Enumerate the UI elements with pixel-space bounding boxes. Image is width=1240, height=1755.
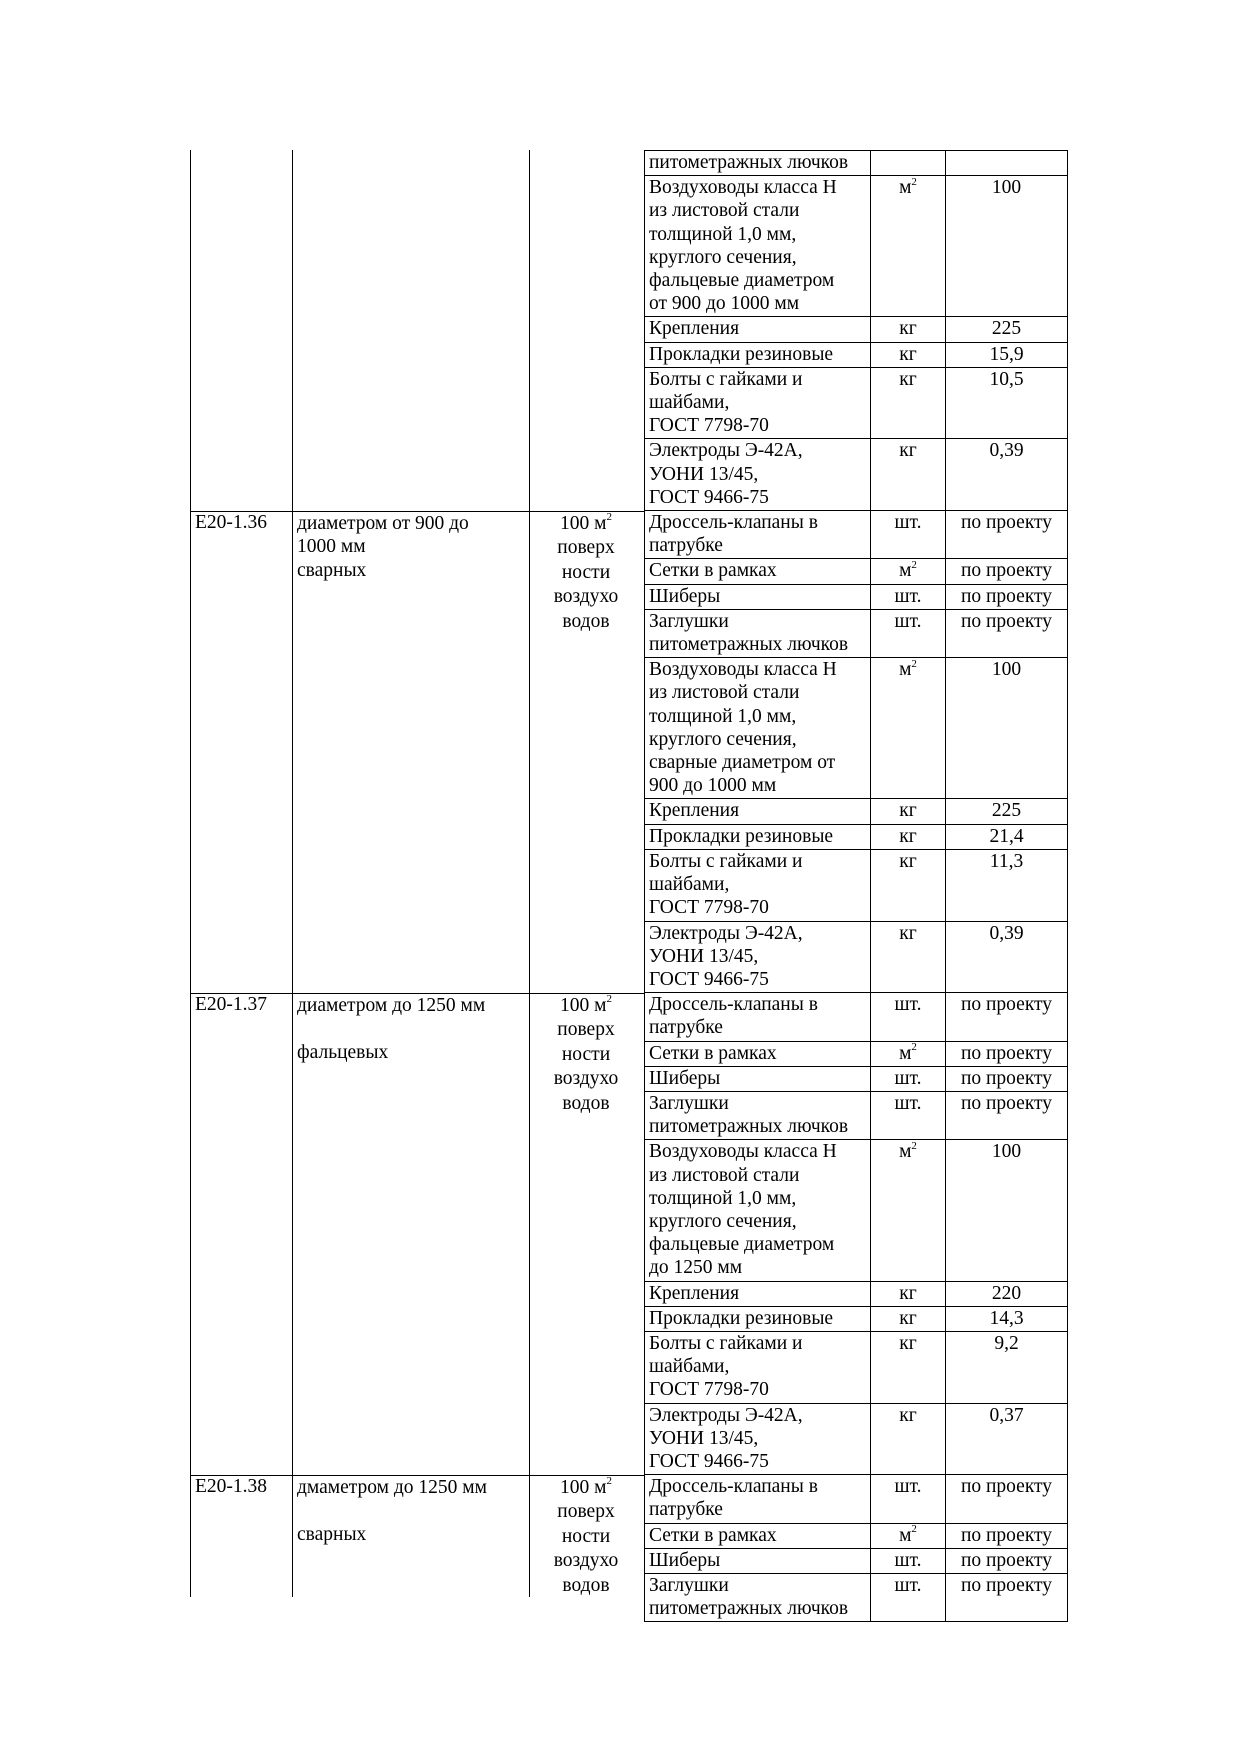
table-row [645, 317, 1068, 342]
resource-unit: кг [871, 921, 946, 993]
resource-quantity: 100 [946, 658, 1068, 799]
resource-unit: шт. [871, 993, 946, 1041]
resource-unit: $м^2$ [871, 559, 946, 584]
column-divider-name [529, 150, 530, 1597]
resource-name: Воздуховоды класса Н из листовой стали толщиной 1,0 мм, круглого сечения, фальцевые диаметром до 1250 мм [645, 1140, 871, 1281]
resource-name: Дроссель-клапаны в патрубке [645, 511, 871, 559]
resource-quantity: по проекту [946, 511, 1068, 559]
table-row [645, 1548, 1068, 1573]
resource-name: питометражных лючков [645, 151, 871, 176]
resource-name: Заглушки питометражных лючков [645, 1091, 871, 1139]
row-separator [190, 511, 645, 512]
table-row [645, 151, 1068, 176]
resource-unit: $м^2$ [871, 1140, 946, 1281]
resource-quantity: по проекту [946, 1475, 1068, 1523]
resource-quantity: по проекту [946, 584, 1068, 609]
table-row [645, 559, 1068, 584]
resource-quantity: 225 [946, 799, 1068, 824]
resource-unit: шт. [871, 1475, 946, 1523]
resource-name: Прокладки резиновые [645, 824, 871, 849]
resource-quantity: 11,3 [946, 849, 1068, 921]
resource-quantity [946, 151, 1068, 176]
resource-quantity: 100 [946, 176, 1068, 317]
resource-unit: кг [871, 1281, 946, 1306]
resource-quantity: по проекту [946, 1091, 1068, 1139]
table-row [645, 609, 1068, 657]
resource-name: Прокладки резиновые [645, 1306, 871, 1331]
resource-name: Электроды Э-42А, УОНИ 13/45, ГОСТ 9466-75 [645, 1403, 871, 1475]
row-separator [190, 993, 645, 994]
resource-unit: шт. [871, 1091, 946, 1139]
resource-unit: кг [871, 1331, 946, 1403]
resource-quantity: 0,39 [946, 921, 1068, 993]
item-name-type: сварных [297, 559, 367, 581]
resource-unit: шт. [871, 1548, 946, 1573]
unit-superscript: 2 [911, 175, 917, 188]
resource-name: Шиберы [645, 584, 871, 609]
resource-name: Прокладки резиновые [645, 342, 871, 367]
table-row [645, 658, 1068, 799]
resource-quantity: по проекту [946, 609, 1068, 657]
resource-name: Заглушки питометражных лючков [645, 1573, 871, 1621]
unit-superscript: 2 [606, 993, 612, 1006]
resource-name: Заглушки питометражных лючков [645, 609, 871, 657]
table-border-left [190, 150, 191, 1597]
resource-unit: $м^2$ [871, 1523, 946, 1548]
unit-superscript: 2 [911, 1041, 917, 1054]
resource-name: Сетки в рамках [645, 1041, 871, 1066]
resources-table [644, 150, 1068, 1622]
table-row [645, 367, 1068, 439]
table-row [645, 1140, 1068, 1281]
resource-quantity: 100 [946, 1140, 1068, 1281]
resource-name: Болты с гайками и шайбами, ГОСТ 7798-70 [645, 849, 871, 921]
resource-quantity: 9,2 [946, 1331, 1068, 1403]
table-row [645, 921, 1068, 993]
unit-superscript: 2 [911, 657, 917, 670]
resource-unit: шт. [871, 609, 946, 657]
resource-name: Электроды Э-42А, УОНИ 13/45, ГОСТ 9466-75 [645, 439, 871, 511]
item-name-type: фальцевых [297, 1041, 389, 1063]
resource-quantity: 15,9 [946, 342, 1068, 367]
resource-quantity: 21,4 [946, 824, 1068, 849]
table-row [645, 1403, 1068, 1475]
table-row [645, 1331, 1068, 1403]
resource-quantity: по проекту [946, 1523, 1068, 1548]
unit-superscript: 2 [911, 1139, 917, 1152]
resource-unit: $м^2$ [871, 176, 946, 317]
table-row [645, 1041, 1068, 1066]
resource-name: Крепления [645, 799, 871, 824]
table-row [645, 1281, 1068, 1306]
resource-name: Крепления [645, 317, 871, 342]
resource-quantity: по проекту [946, 559, 1068, 584]
resource-quantity: по проекту [946, 1066, 1068, 1091]
column-divider-code [292, 150, 293, 1597]
resource-quantity: 0,37 [946, 1403, 1068, 1475]
unit-superscript: 2 [606, 1475, 612, 1488]
table-row [645, 511, 1068, 559]
resource-unit: кг [871, 824, 946, 849]
item-name: диаметром до 1250 мм [297, 994, 486, 1016]
resource-name: Шиберы [645, 1066, 871, 1091]
resource-name: Шиберы [645, 1548, 871, 1573]
table-row [645, 1306, 1068, 1331]
resource-unit: кг [871, 367, 946, 439]
table-row [645, 584, 1068, 609]
unit-superscript: 2 [911, 1523, 917, 1536]
item-unit: 100 $м^2$ поверх ности воздухо водов [553, 511, 619, 632]
item-name: дмаметром до 1250 мм [297, 1476, 487, 1498]
item-unit: 100 $м^2$ поверх ности воздухо водов [553, 993, 619, 1114]
resource-unit: кг [871, 342, 946, 367]
item-name: диаметром от 900 до 1000 мм [297, 512, 469, 557]
resource-name: Дроссель-клапаны в патрубке [645, 993, 871, 1041]
resource-unit: шт. [871, 511, 946, 559]
table-row [645, 799, 1068, 824]
resource-unit: кг [871, 1403, 946, 1475]
table-row [645, 176, 1068, 317]
table-row [645, 849, 1068, 921]
resource-unit: кг [871, 317, 946, 342]
unit-superscript: 2 [606, 511, 612, 524]
table-row [645, 993, 1068, 1041]
table-row [645, 439, 1068, 511]
table-row [645, 1523, 1068, 1548]
table-row [645, 1066, 1068, 1091]
resource-name: Сетки в рамках [645, 1523, 871, 1548]
resource-unit: $м^2$ [871, 658, 946, 799]
resource-unit: кг [871, 439, 946, 511]
table-row [645, 1091, 1068, 1139]
unit-superscript: 2 [911, 558, 917, 571]
resource-quantity: по проекту [946, 1573, 1068, 1621]
row-separator [190, 1475, 645, 1476]
resource-unit: $м^2$ [871, 1041, 946, 1066]
item-name-type: сварных [297, 1523, 367, 1545]
resource-quantity: по проекту [946, 993, 1068, 1041]
table-row [645, 824, 1068, 849]
table-row [645, 1475, 1068, 1523]
resource-unit: шт. [871, 1573, 946, 1621]
table-row [645, 342, 1068, 367]
resource-quantity: 0,39 [946, 439, 1068, 511]
resource-quantity: 225 [946, 317, 1068, 342]
resource-name: Электроды Э-42А, УОНИ 13/45, ГОСТ 9466-75 [645, 921, 871, 993]
resource-name: Болты с гайками и шайбами, ГОСТ 7798-70 [645, 1331, 871, 1403]
item-code: Е20-1.37 [195, 993, 268, 1015]
resource-unit [871, 151, 946, 176]
table-row [645, 1573, 1068, 1621]
resource-name: Сетки в рамках [645, 559, 871, 584]
resource-unit: шт. [871, 584, 946, 609]
resource-quantity: 10,5 [946, 367, 1068, 439]
resource-unit: кг [871, 1306, 946, 1331]
resource-name: Болты с гайками и шайбами, ГОСТ 7798-70 [645, 367, 871, 439]
resource-name: Воздуховоды класса Н из листовой стали толщиной 1,0 мм, круглого сечения, фальцевые диаметром от 900 до 1000 мм [645, 176, 871, 317]
resource-unit: кг [871, 849, 946, 921]
resource-quantity: по проекту [946, 1041, 1068, 1066]
resource-unit: кг [871, 799, 946, 824]
resource-unit: шт. [871, 1066, 946, 1091]
resource-quantity: по проекту [946, 1548, 1068, 1573]
item-unit: 100 $м^2$ поверх ности воздухо водов [553, 1475, 619, 1596]
item-code: Е20-1.36 [195, 511, 268, 533]
resource-name: Воздуховоды класса Н из листовой стали толщиной 1,0 мм, круглого сечения, сварные диаметром от 900 до 1000 мм [645, 658, 871, 799]
resource-name: Дроссель-клапаны в патрубке [645, 1475, 871, 1523]
resource-name: Крепления [645, 1281, 871, 1306]
resource-quantity: 220 [946, 1281, 1068, 1306]
resource-quantity: 14,3 [946, 1306, 1068, 1331]
item-code: Е20-1.38 [195, 1475, 268, 1497]
